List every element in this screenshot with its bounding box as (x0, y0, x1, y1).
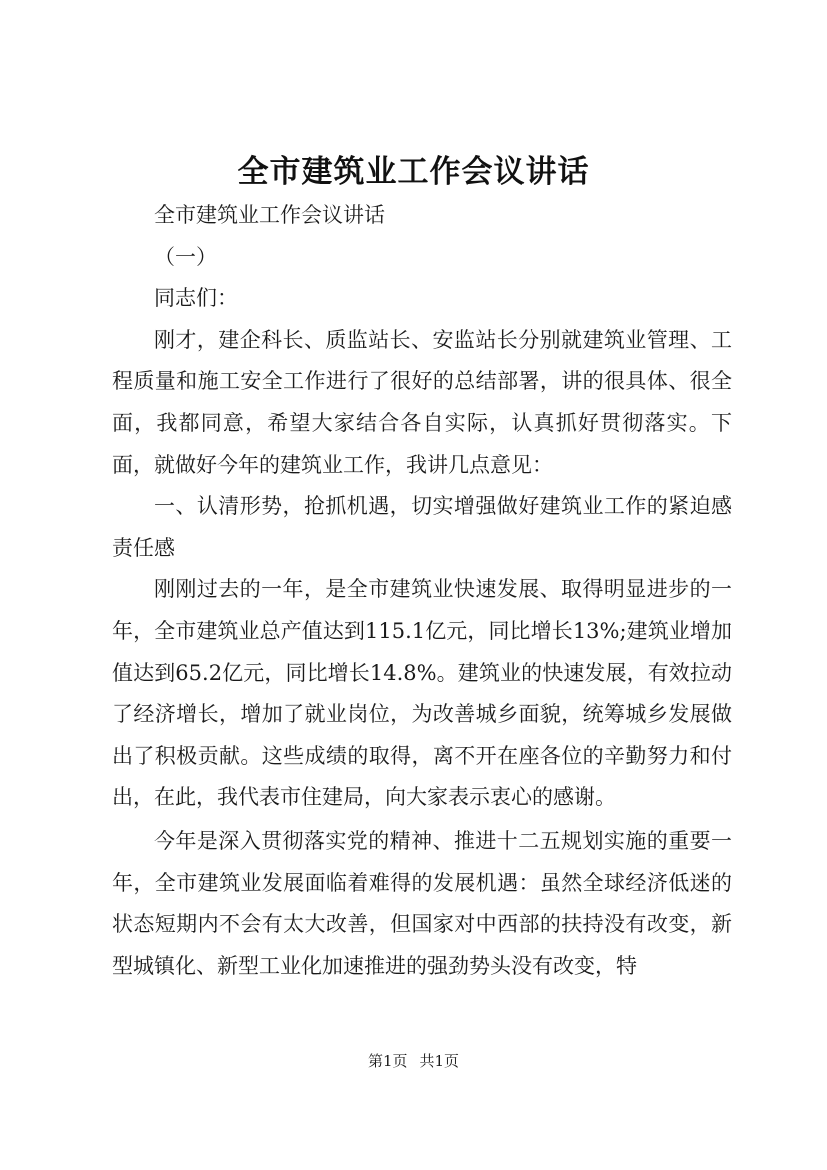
salutation-paragraph: 同志们： (154, 286, 238, 311)
page-number: 第1页 (367, 1052, 408, 1070)
review-paragraph: 刚刚过去的一年，是全市建筑业快速发展、取得明显进步的一年，全市建筑业总产值达到115.1亿元，同比增长13%;建筑业增加值达到65.2亿元，同比增长14.8%。建筑业的快速发展，有效拉动了经济增长，增加了就业岗位，为改善城乡面貌，统筹城乡发展做出了积极贡献。这些成绩的取得，离不开在座各位的辛勤努力和付出，在此，我代表市住建局，向大家表示衷心的感谢。 (112, 577, 732, 810)
section-heading-paragraph: 一、认清形势，抢抓机遇，切实增强做好建筑业工作的紧迫感责任感 (112, 494, 732, 560)
outlook-paragraph: 今年是深入贯彻落实党的精神、推进十二五规划实施的重要一年，全市建筑业发展面临着难得的发展机遇：虽然全球经济低迷的状态短期内不会有太大改善，但国家对中西部的扶持没有改变，新型城镇化、新型工业化加速推进的强劲势头没有改变，特 (112, 828, 732, 978)
intro-paragraph: 刚才，建企科长、质监站长、安监站长分别就建筑业管理、工程质量和施工安全工作进行了很好的总结部署，讲的很具体、很全面，我都同意，希望大家结合各自实际，认真抓好贯彻落实。下面，就做好今年的建筑业工作，我讲几点意见： (112, 327, 732, 477)
section-number-paragraph: （一） (154, 244, 217, 269)
page-footer (0, 1050, 827, 1071)
subtitle-paragraph: 全市建筑业工作会议讲话 (154, 203, 385, 227)
page-total: 共1页 (419, 1052, 460, 1070)
document-title: 全市建筑业工作会议讲话 (237, 154, 590, 190)
document-body (112, 195, 732, 987)
